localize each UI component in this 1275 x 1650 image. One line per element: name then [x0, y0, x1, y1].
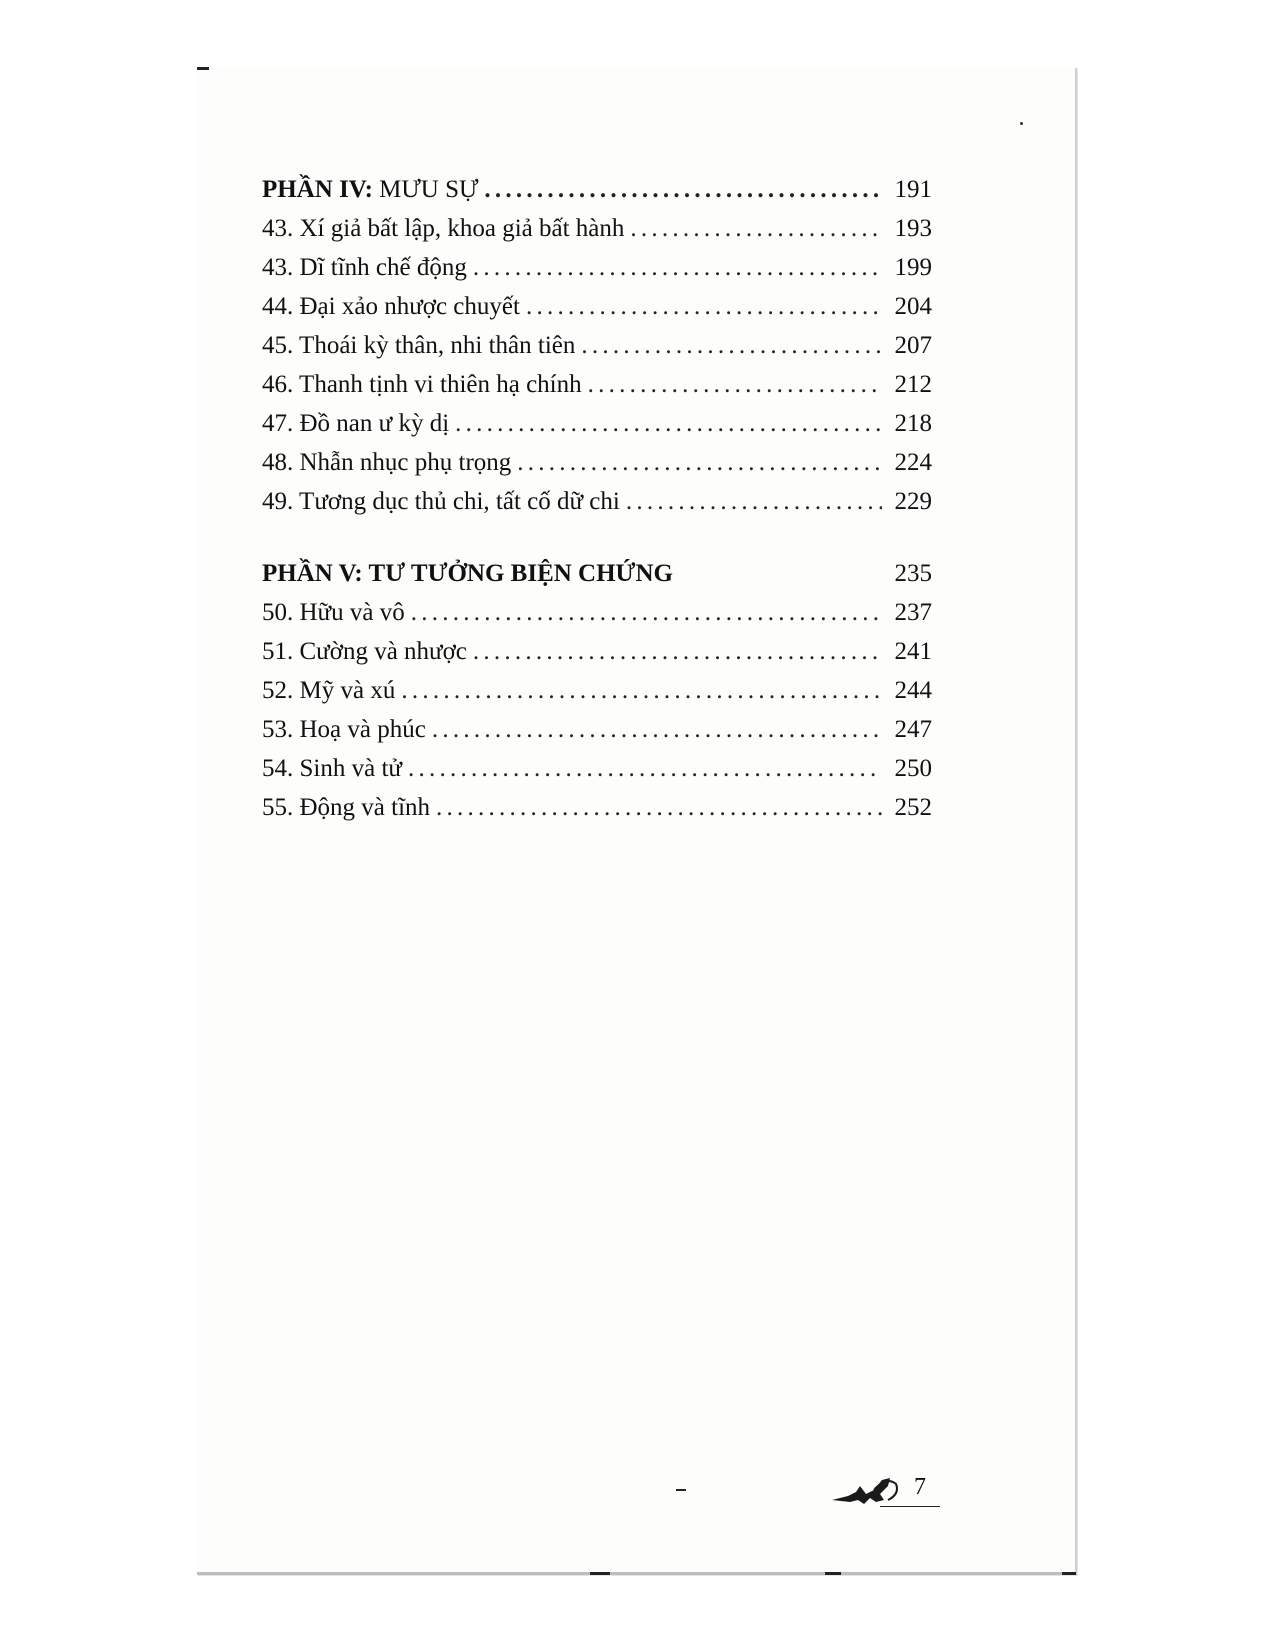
toc-entry [262, 599, 932, 638]
toc-page-number: 191 [894, 176, 932, 203]
dot-leader [581, 332, 882, 360]
toc-entry [262, 215, 932, 254]
toc-entry-title: 45. Thoái kỳ thân, nhi thân tiên [262, 332, 576, 359]
toc-section-part-5 [262, 560, 932, 599]
toc-page-number: 207 [894, 332, 932, 359]
toc-entry [262, 488, 932, 527]
toc-entry-title: 43. Xí giả bất lập, khoa giả bất hành [262, 215, 625, 242]
dot-leader [526, 293, 882, 321]
toc-entry-title: 47. Đồ nan ư kỳ dị [262, 410, 450, 437]
dot-leader [630, 215, 882, 243]
toc-page-number: 247 [894, 716, 932, 743]
footer-rule [880, 1506, 940, 1507]
dot-leader [436, 794, 882, 822]
toc-entry [262, 794, 932, 833]
dot-leader [626, 488, 882, 516]
toc-entry-title: 54. Sinh và tử [262, 755, 402, 782]
dot-leader [588, 371, 882, 399]
toc-section-name: MƯU SỰ [379, 176, 479, 203]
toc-page-number: 237 [894, 599, 932, 626]
toc-entry-title: 49. Tương dục thủ chi, tất cố dữ chi [262, 488, 620, 515]
toc-page-number: 218 [894, 410, 932, 437]
dot-leader [517, 449, 882, 477]
toc-section-name: TƯ TƯỞNG BIỆN CHỨNG [368, 560, 673, 587]
toc-page-number: 229 [894, 488, 932, 515]
scan-corner-mark [197, 67, 209, 70]
toc-page-number: 212 [894, 371, 932, 398]
toc-entry [262, 371, 932, 410]
print-mark [676, 1489, 686, 1491]
toc-entry [262, 449, 932, 488]
toc-page-number: 250 [894, 755, 932, 782]
toc-entry-title: 53. Hoạ và phúc [262, 716, 426, 743]
toc-page-number: 235 [894, 560, 932, 587]
toc-entry [262, 293, 932, 332]
dot-leader [455, 410, 882, 438]
toc-entry [262, 410, 932, 449]
scan-edge-mark [825, 1572, 841, 1575]
toc-page-number: 252 [894, 794, 932, 821]
toc-page-number: 244 [894, 677, 932, 704]
toc-page-number: 241 [894, 638, 932, 665]
toc-page-number: 224 [894, 449, 932, 476]
toc-entry-title: 43. Dĩ tĩnh chế động [262, 254, 467, 281]
dot-leader [473, 638, 882, 666]
page-footer [830, 1472, 940, 1512]
dot-leader [401, 677, 882, 705]
toc-entry-title: 44. Đại xảo nhược chuyết [262, 293, 520, 320]
dot-leader [473, 254, 882, 282]
toc-entry-title: 50. Hữu và vô [262, 599, 405, 626]
page-number: 7 [914, 1474, 926, 1500]
toc-section-part-4 [262, 176, 932, 215]
dot-leader [411, 599, 882, 627]
toc-entry-title: 52. Mỹ và xú [262, 677, 396, 704]
dot-leader [408, 755, 882, 783]
toc-entry-title: 48. Nhẫn nhục phụ trọng [262, 449, 512, 476]
toc-entry [262, 677, 932, 716]
toc-entry [262, 716, 932, 755]
scan-edge-mark [590, 1572, 610, 1575]
table-of-contents [262, 176, 932, 833]
toc-page-number: 199 [894, 254, 932, 281]
scan-edge-mark [1062, 1572, 1076, 1575]
scan-speck [1020, 122, 1023, 125]
toc-entry [262, 254, 932, 293]
toc-entry [262, 332, 932, 371]
toc-section-label: PHẦN IV: [262, 176, 373, 203]
toc-page-number: 204 [894, 293, 932, 320]
dot-leader [432, 716, 882, 744]
toc-entry-title: 51. Cường và nhược [262, 638, 467, 665]
toc-entry-title: 46. Thanh tịnh vi thiên hạ chính [262, 371, 582, 398]
toc-page-number: 193 [894, 215, 932, 242]
toc-entry-title: 55. Động và tĩnh [262, 794, 431, 821]
toc-entry [262, 638, 932, 677]
toc-entry [262, 755, 932, 794]
dot-leader [484, 176, 882, 204]
toc-section-label: PHẦN V: [262, 560, 363, 587]
